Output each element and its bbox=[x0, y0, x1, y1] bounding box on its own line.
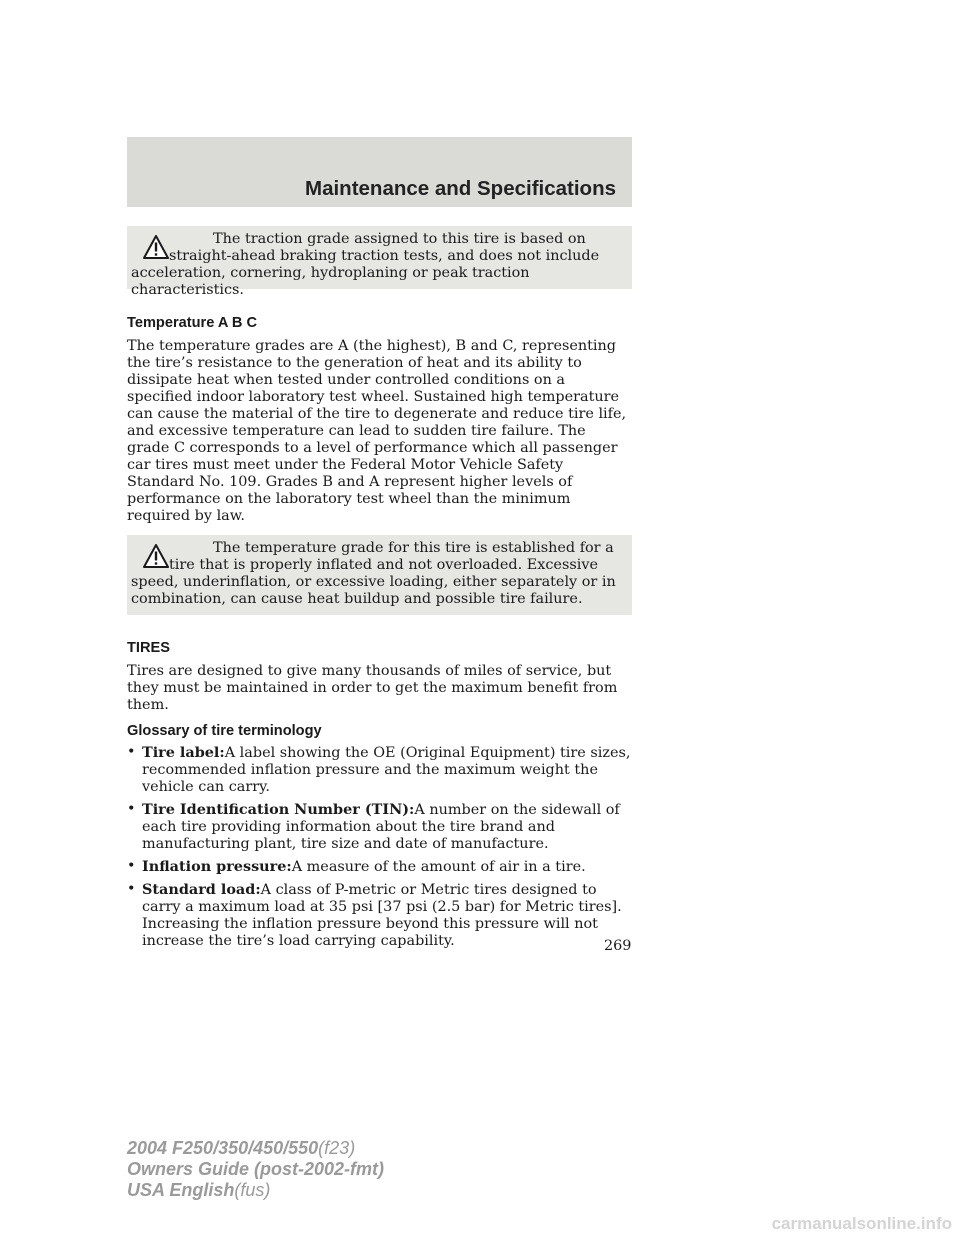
glossary-term: Tire label: bbox=[142, 744, 225, 761]
footer-model-code: (f23) bbox=[318, 1138, 356, 1158]
temperature-heading: Temperature A B C bbox=[127, 315, 258, 331]
glossary-definition: A class of P-metric or Metric tires designed to carry a maximum load at 35 psi [37 psi (2.5 bar) for Metric tires]. Increasing the inflation pressure beyond this pressure will not increase the tire’s load carrying capability. bbox=[142, 882, 622, 949]
temperature-warning-text: The temperature grade for this tire is established for a tire that is properly inflated and not overloaded. Excessive speed, underinflation, or excessive loading, either separately or in combination, can cause heat buildup and possible tire failure. bbox=[131, 540, 616, 607]
section-title: Maintenance and Specifications bbox=[305, 177, 616, 200]
traction-warning-text: The traction grade assigned to this tire is based on straight-ahead braking traction tests, and does not include acceleration, cornering, hydroplaning or peak traction characteristics. bbox=[131, 231, 600, 298]
watermark: carmanualsonline.info bbox=[771, 1214, 952, 1233]
page-number: 269 bbox=[604, 938, 632, 954]
glossary-definition: A label showing the OE (Original Equipment) tire sizes, recommended inflation pressure and the maximum weight the vehicle can carry. bbox=[142, 745, 631, 795]
glossary-term: Tire Identification Number (TIN): bbox=[142, 801, 415, 818]
list-item bbox=[127, 801, 632, 853]
footer-guide: Owners Guide (post-2002-fmt) bbox=[127, 1159, 385, 1179]
footer-language: USA English bbox=[127, 1180, 235, 1200]
glossary-heading: Glossary of tire terminology bbox=[127, 723, 322, 739]
glossary-term: Standard load: bbox=[142, 881, 261, 898]
glossary-definition: A measure of the amount of air in a tire. bbox=[291, 859, 586, 875]
page-content bbox=[127, 226, 632, 950]
footer-model: 2004 F250/350/450/550 bbox=[127, 1138, 319, 1158]
footer-language-code: (fus) bbox=[234, 1180, 271, 1200]
bullet-icon: • bbox=[127, 801, 136, 817]
bullet-icon: • bbox=[127, 744, 136, 760]
glossary-definition: A number on the sidewall of each tire providing information about the tire brand and manufacturing plant, tire size and date of manufacture. bbox=[142, 802, 620, 852]
tires-paragraph: Tires are designed to give many thousands of miles of service, but they must be maintained in order to get the maximum benefit from them. bbox=[127, 663, 618, 713]
bullet-icon: • bbox=[127, 858, 136, 874]
temperature-paragraph: The temperature grades are A (the highest), B and C, representing the tire’s resistance to the generation of heat and its ability to dissipate heat when tested under controlled conditions on a specified indoor laboratory test wheel. Sustained high temperature can cause the material of the tire to degenerate and reduce tire life, and excessive temperature can lead to sudden tire failure. The grade C corresponds to a level of performance which all passenger car tires must meet under the Federal Motor Vehicle Safety Standard No. 109. Grades B and A represent higher levels of performance on the laboratory test wheel than the minimum required by law. bbox=[127, 338, 627, 524]
list-item bbox=[127, 744, 632, 796]
warning-triangle-icon bbox=[143, 544, 169, 568]
temperature-warning bbox=[127, 535, 632, 615]
glossary-term: Inflation pressure: bbox=[142, 858, 292, 875]
tires-heading: TIRES bbox=[127, 640, 170, 656]
bullet-icon: • bbox=[127, 881, 136, 897]
section-header bbox=[127, 137, 632, 207]
document-footer bbox=[127, 1138, 384, 1201]
warning-triangle-icon bbox=[143, 235, 169, 259]
list-item bbox=[127, 881, 632, 950]
list-item bbox=[127, 858, 632, 876]
glossary-list bbox=[127, 744, 632, 950]
traction-warning bbox=[127, 226, 632, 298]
